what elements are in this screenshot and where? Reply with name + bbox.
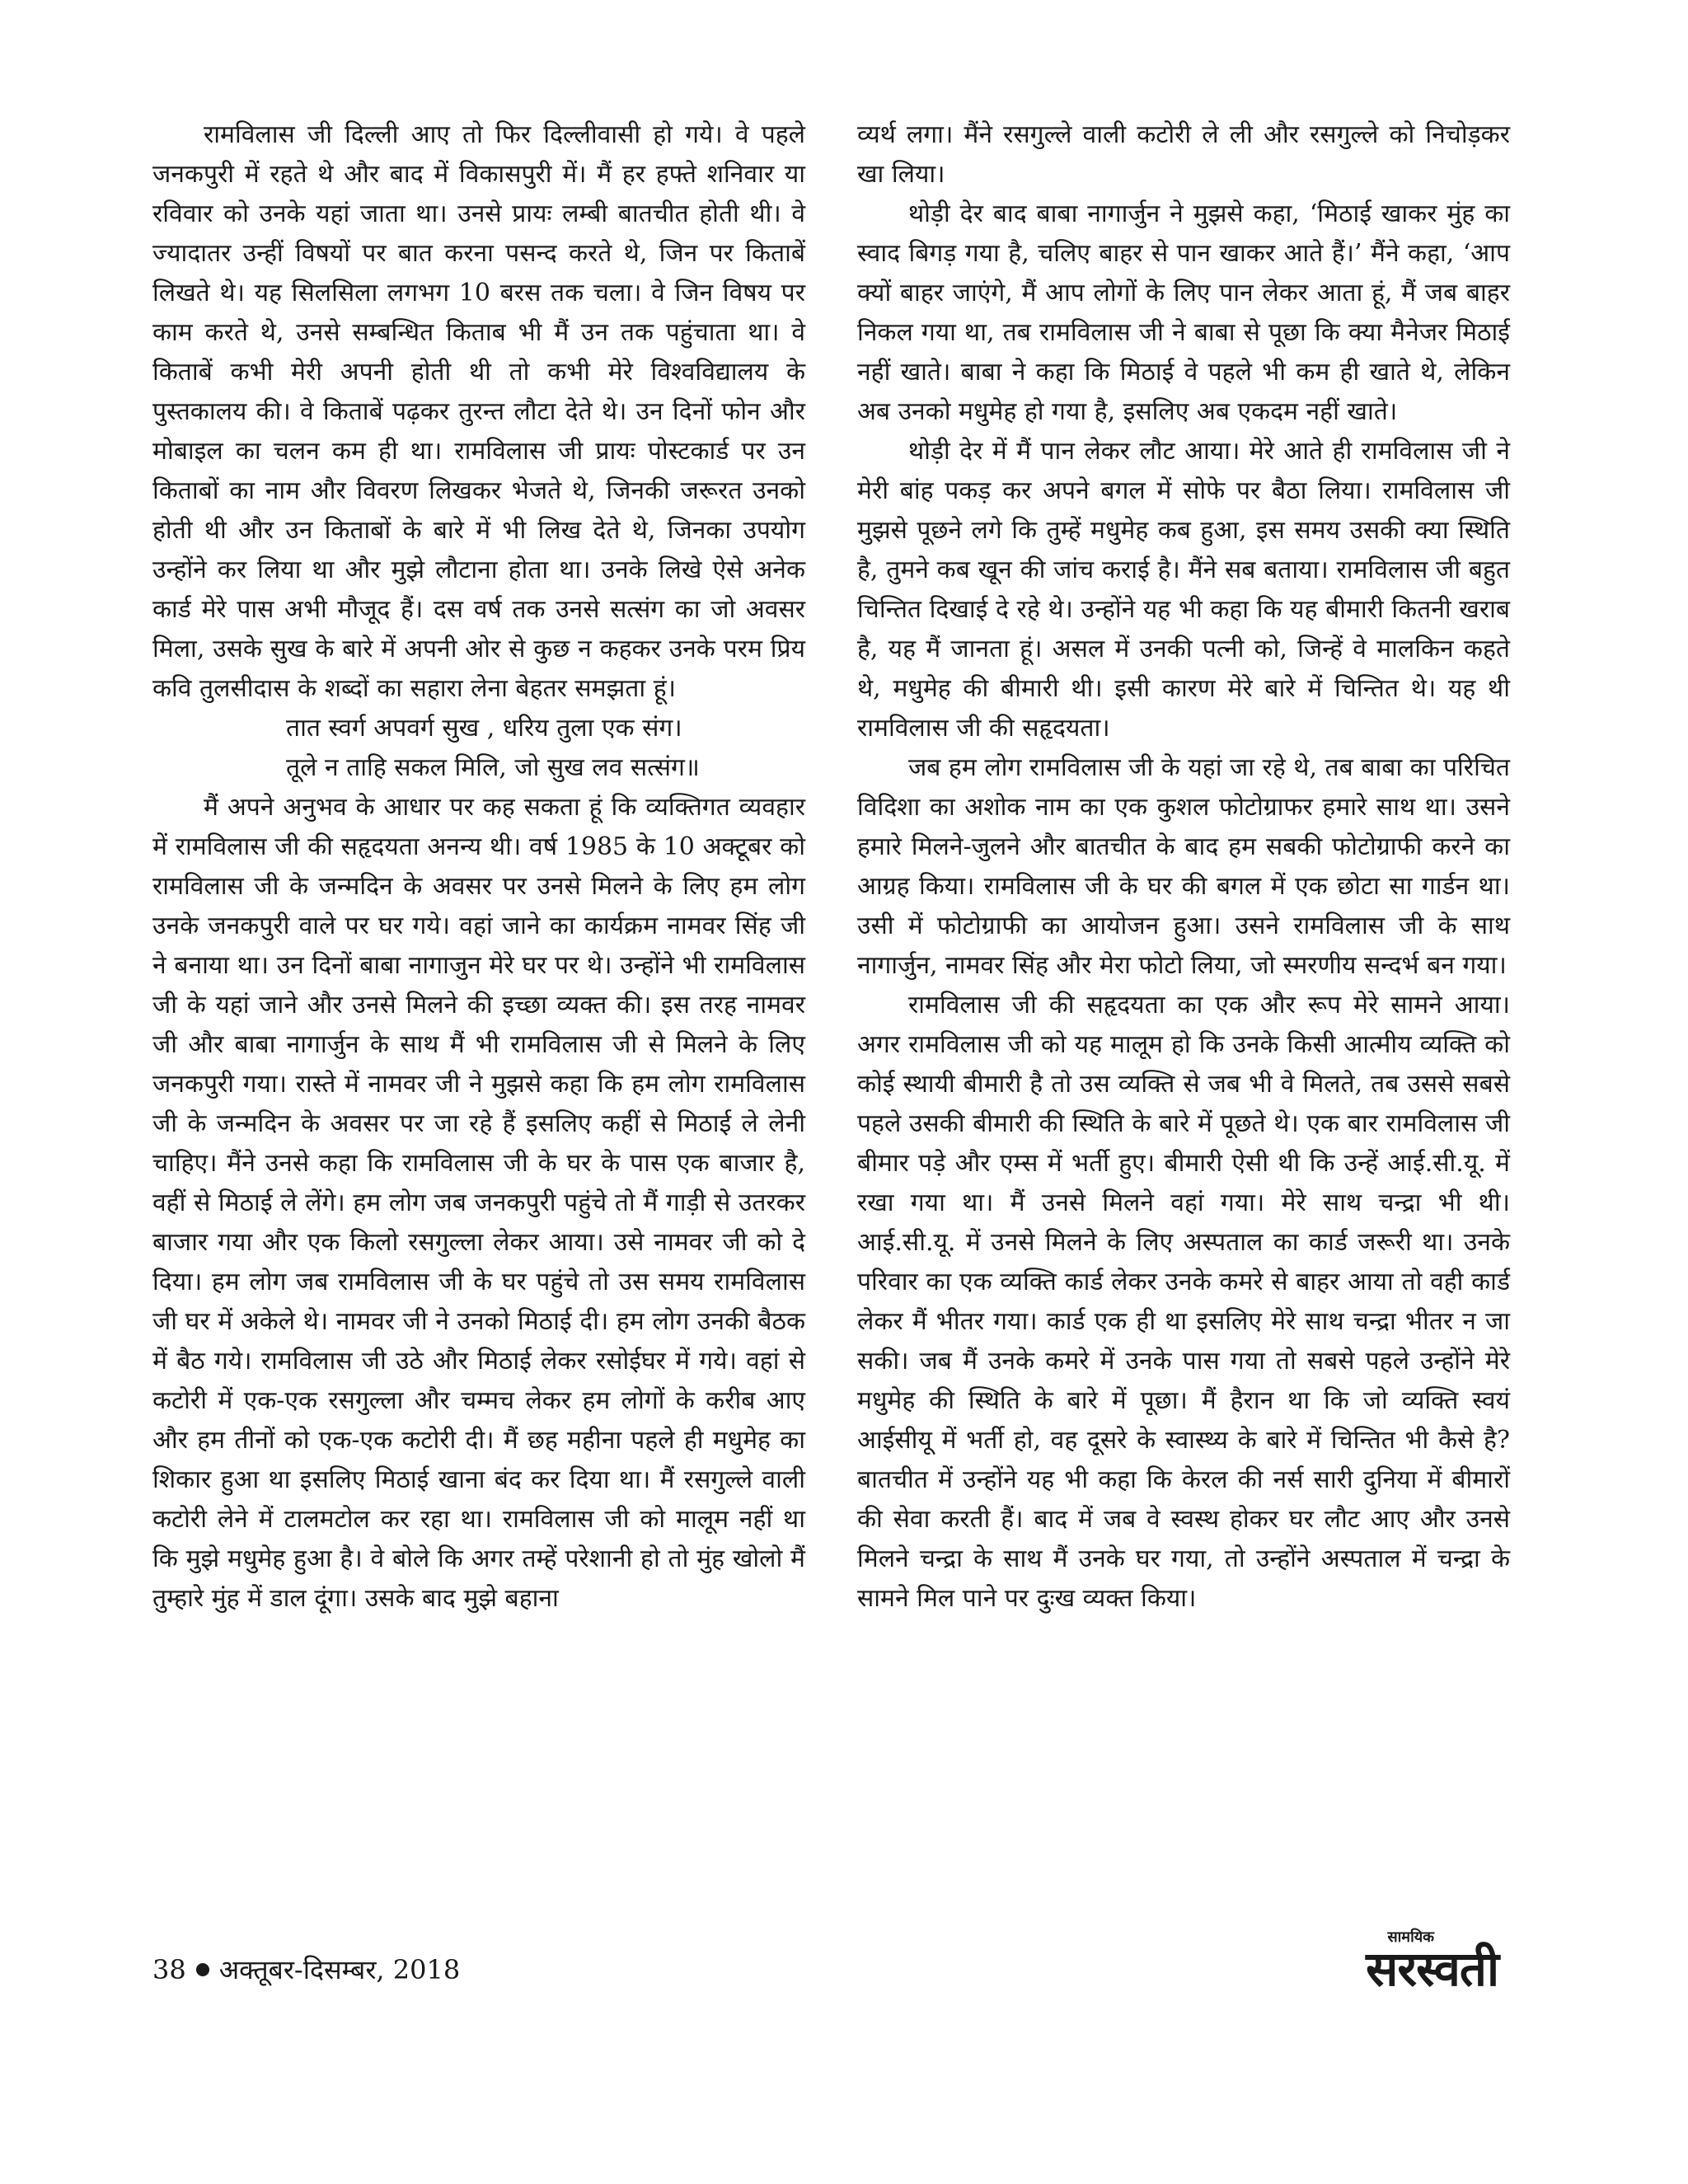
magazine-logo bbox=[1334, 1929, 1498, 1997]
page-footer bbox=[152, 1952, 460, 1987]
logo-tagline: सामयिक bbox=[1387, 1929, 1434, 1946]
issue-date: अक्तूबर-दिसम्बर, 2018 bbox=[218, 1954, 461, 1985]
left-column bbox=[152, 115, 805, 1619]
paragraph: रामविलास जी की सहृदयता का एक और रूप मेरे सामने आया। अगर रामविलास जी को यह मालूम हो कि उनके किसी आत्मीय व्यक्ति को कोई स्थायी बीमारी है तो उस व्यक्ति से जब भी वे मिलते, तब उससे सबसे पहले उसकी बीमारी की स्थिति के बारे में पूछते थे। एक बार रामविलास जी बीमार पड़े और एम्स में भर्ती हुए। बीमारी ऐसी थी कि उन्हें आई.सी.यू. में रखा गया था। मैं उनसे मिलने वहां गया। मेरे साथ चन्द्रा भी थी। आई.सी.यू. में उनसे मिलने के लिए अस्पताल का कार्ड जरूरी था। उनके परिवार का एक व्यक्ति कार्ड लेकर उनके कमरे से बाहर आया तो वही कार्ड लेकर मैं भीतर गया। कार्ड एक ही था इसलिए मेरे साथ चन्द्रा भीतर न जा सकी। जब मैं उनके कमरे में उनके पास गया तो सबसे पहले उन्होंने मेरे मधुमेह की स्थिति के बारे में पूछा। मैं हैरान था कि जो व्यक्ति स्वयं आईसीयू में भर्ती हो, वह दूसरे के स्वास्थ्य के बारे में चिन्तित भी कैसे है? बातचीत में उन्होंने यह भी कहा कि केरल की नर्स सारी दुनिया में बीमारों की सेवा करती हैं। बाद में जब वे स्वस्थ होकर घर लौट आए और उनसे मिलने चन्द्रा के साथ मैं उनके घर गया, तो उन्होंने अस्पताल में चन्द्रा के सामने मिल पाने पर दुःख व्यक्त किया। bbox=[857, 991, 1510, 1613]
paragraph: थोड़ी देर में मैं पान लेकर लौट आया। मेरे आते ही रामविलास जी ने मेरी बांह पकड़ कर अपने बगल में सोफे पर बैठा लिया। रामविलास जी मुझसे पूछने लगे कि तुम्हें मधुमेह कब हुआ, इस समय उसकी क्या स्थिति है, तुमने कब खून की जांच कराई है। मैंने सब बताया। रामविलास जी बहुत चिन्तित दिखाई दे रहे थे। उन्होंने यह भी कहा कि यह बीमारी कितनी खराब है, यह मैं जानता हूं। असल में उनकी पत्नी को, जिन्हें वे मालकिन कहते थे, मधुमेह की बीमारी थी। इसी कारण मेरे बारे में चिन्तित थे। यह थी रामविलास जी की सहृदयता। bbox=[857, 437, 1510, 743]
paragraph: व्यर्थ लगा। मैंने रसगुल्ले वाली कटोरी ले ली और रसगुल्ले को निचोड़कर खा लिया। bbox=[857, 120, 1510, 189]
bullet-icon bbox=[196, 1963, 209, 1976]
verse-line: तात स्वर्ग अपवर्ग सुख , धरिय तुला एक संग। bbox=[286, 714, 682, 743]
verse-line: तूले न ताहि सकल मिलि, जो सुख लव सत्संग॥ bbox=[286, 753, 700, 782]
right-column bbox=[857, 115, 1510, 1619]
logo-title: सरस्वती bbox=[1366, 1941, 1498, 1997]
paragraph: रामविलास जी दिल्ली आए तो फिर दिल्लीवासी हो गये। वे पहले जनकपुरी में रहते थे और बाद में विकासपुरी में। मैं हर हफ्ते शनिवार या रविवार को उनके यहां जाता था। उनसे प्रायः लम्बी बातचीत होती थी। वे ज्यादातर उन्हीं विषयों पर बात करना पसन्द करते थे, जिन पर किताबें लिखते थे। यह सिलसिला लगभग 10 बरस तक चला। वे जिन विषय पर काम करते थे, उनसे सम्बन्धित किताब भी मैं उन तक पहुंचाता था। वे किताबें कभी मेरी अपनी होती थी तो कभी मेरे विश्वविद्यालय के पुस्तकालय की। वे किताबें पढ़कर तुरन्त लौटा देते थे। उन दिनों फोन और मोबाइल का चलन कम ही था। रामविलास जी प्रायः पोस्टकार्ड पर उन किताबों का नाम और विवरण लिखकर भेजते थे, जिनकी जरूरत उनको होती थी और उन किताबों के बारे में भी लिख देते थे, जिनका उपयोग उन्होंने कर लिया था और मुझे लौटाना होता था। उनके लिखे ऐसे अनेक कार्ड मेरे पास अभी मौजूद हैं। दस वर्ष तक उनसे सत्संग का जो अवसर मिला, उसके सुख के बारे में अपनी ओर से कुछ न कहकर उनके परम प्रिय कवि तुलसीदास के शब्दों का सहारा लेना बेहतर समझता हूं। bbox=[152, 120, 805, 703]
paragraph: जब हम लोग रामविलास जी के यहां जा रहे थे, तब बाबा का परिचित विदिशा का अशोक नाम का एक कुशल फोटोग्राफर हमारे साथ था। उसने हमारे मिलने-जुलने और बातचीत के बाद हम सबकी फोटोग्राफी करने का आग्रह किया। रामविलास जी के घर की बगल में एक छोटा सा गार्डन था। उसी में फोटोग्राफी का आयोजन हुआ। उसने रामविलास जी के साथ नागार्जुन, नामवर सिंह और मेरा फोटो लिया, जो स्मरणीय सन्दर्भ बन गया। bbox=[857, 753, 1510, 980]
page-number: 38 bbox=[152, 1953, 186, 1985]
paragraph: मैं अपने अनुभव के आधार पर कह सकता हूं कि व्यक्तिगत व्यवहार में रामविलास जी की सहृदयता अनन्य थी। वर्ष 1985 के 10 अक्टूबर को रामविलास जी के जन्मदिन के अवसर पर उनसे मिलने के लिए हम लोग उनके जनकपुरी वाले पर घर गये। वहां जाने का कार्यक्रम नामवर सिंह जी ने बनाया था। उन दिनों बाबा नागाजुन मेरे घर पर थे। उन्होंने भी रामविलास जी के यहां जाने और उनसे मिलने की इच्छा व्यक्त की। इस तरह नामवर जी और बाबा नागार्जुन के साथ मैं भी रामविलास जी से मिलने के लिए जनकपुरी गया। रास्ते में नामवर जी ने मुझसे कहा कि हम लोग रामविलास जी के जन्मदिन के अवसर पर जा रहे हैं इसलिए कहीं से मिठाई ले लेनी चाहिए। मैंने उनसे कहा कि रामविलास जी के घर के पास एक बाजार है, वहीं से मिठाई ले लेंगे। हम लोग जब जनकपुरी पहुंचे तो मैं गाड़ी से उतरकर बाजार गया और एक किलो रसगुल्ला लेकर आया। उसे नामवर जी को दे दिया। हम लोग जब रामविलास जी के घर पहुंचे तो उस समय रामविलास जी घर में अकेले थे। नामवर जी ने उनको मिठाई दी। हम लोग उनकी बैठक में बैठ गये। रामविलास जी उठे और मिठाई लेकर रसोईघर में गये। वहां से कटोरी में एक-एक रसगुल्ला और चम्मच लेकर हम लोगों के करीब आए और हम तीनों को एक-एक कटोरी दी। मैं छह महीना पहले ही मधुमेह का शिकार हुआ था इसलिए मिठाई खाना बंद कर दिया था। मैं रसगुल्ले वाली कटोरी लेने में टालमटोल कर रहा था। रामविलास जी को मालूम नहीं था कि मुझे मधुमेह हुआ है। वे बोले कि अगर तम्हें परेशानी हो तो मुंह खोलो मैं तुम्हारे मुंह में डाल दूंगा। उसके बाद मुझे बहाना bbox=[152, 793, 805, 1613]
paragraph: थोड़ी देर बाद बाबा नागार्जुन ने मुझसे कहा, ‘मिठाई खाकर मुंह का स्वाद बिगड़ गया है, चलिए बाहर से पान खाकर आते हैं।’ मैंने कहा, ‘आप क्यों बाहर जाएंगे, मैं आप लोगों के लिए पान लेकर आता हूं, मैं जब बाहर निकल गया था, तब रामविलास जी ने बाबा से पूछा कि क्या मैनेजर मिठाई नहीं खाते। बाबा ने कहा कि मिठाई वे पहले भी कम ही खाते थे, लेकिन अब उनको मधुमेह हो गया है, इसलिए अब एकदम नहीं खाते। bbox=[857, 199, 1510, 426]
